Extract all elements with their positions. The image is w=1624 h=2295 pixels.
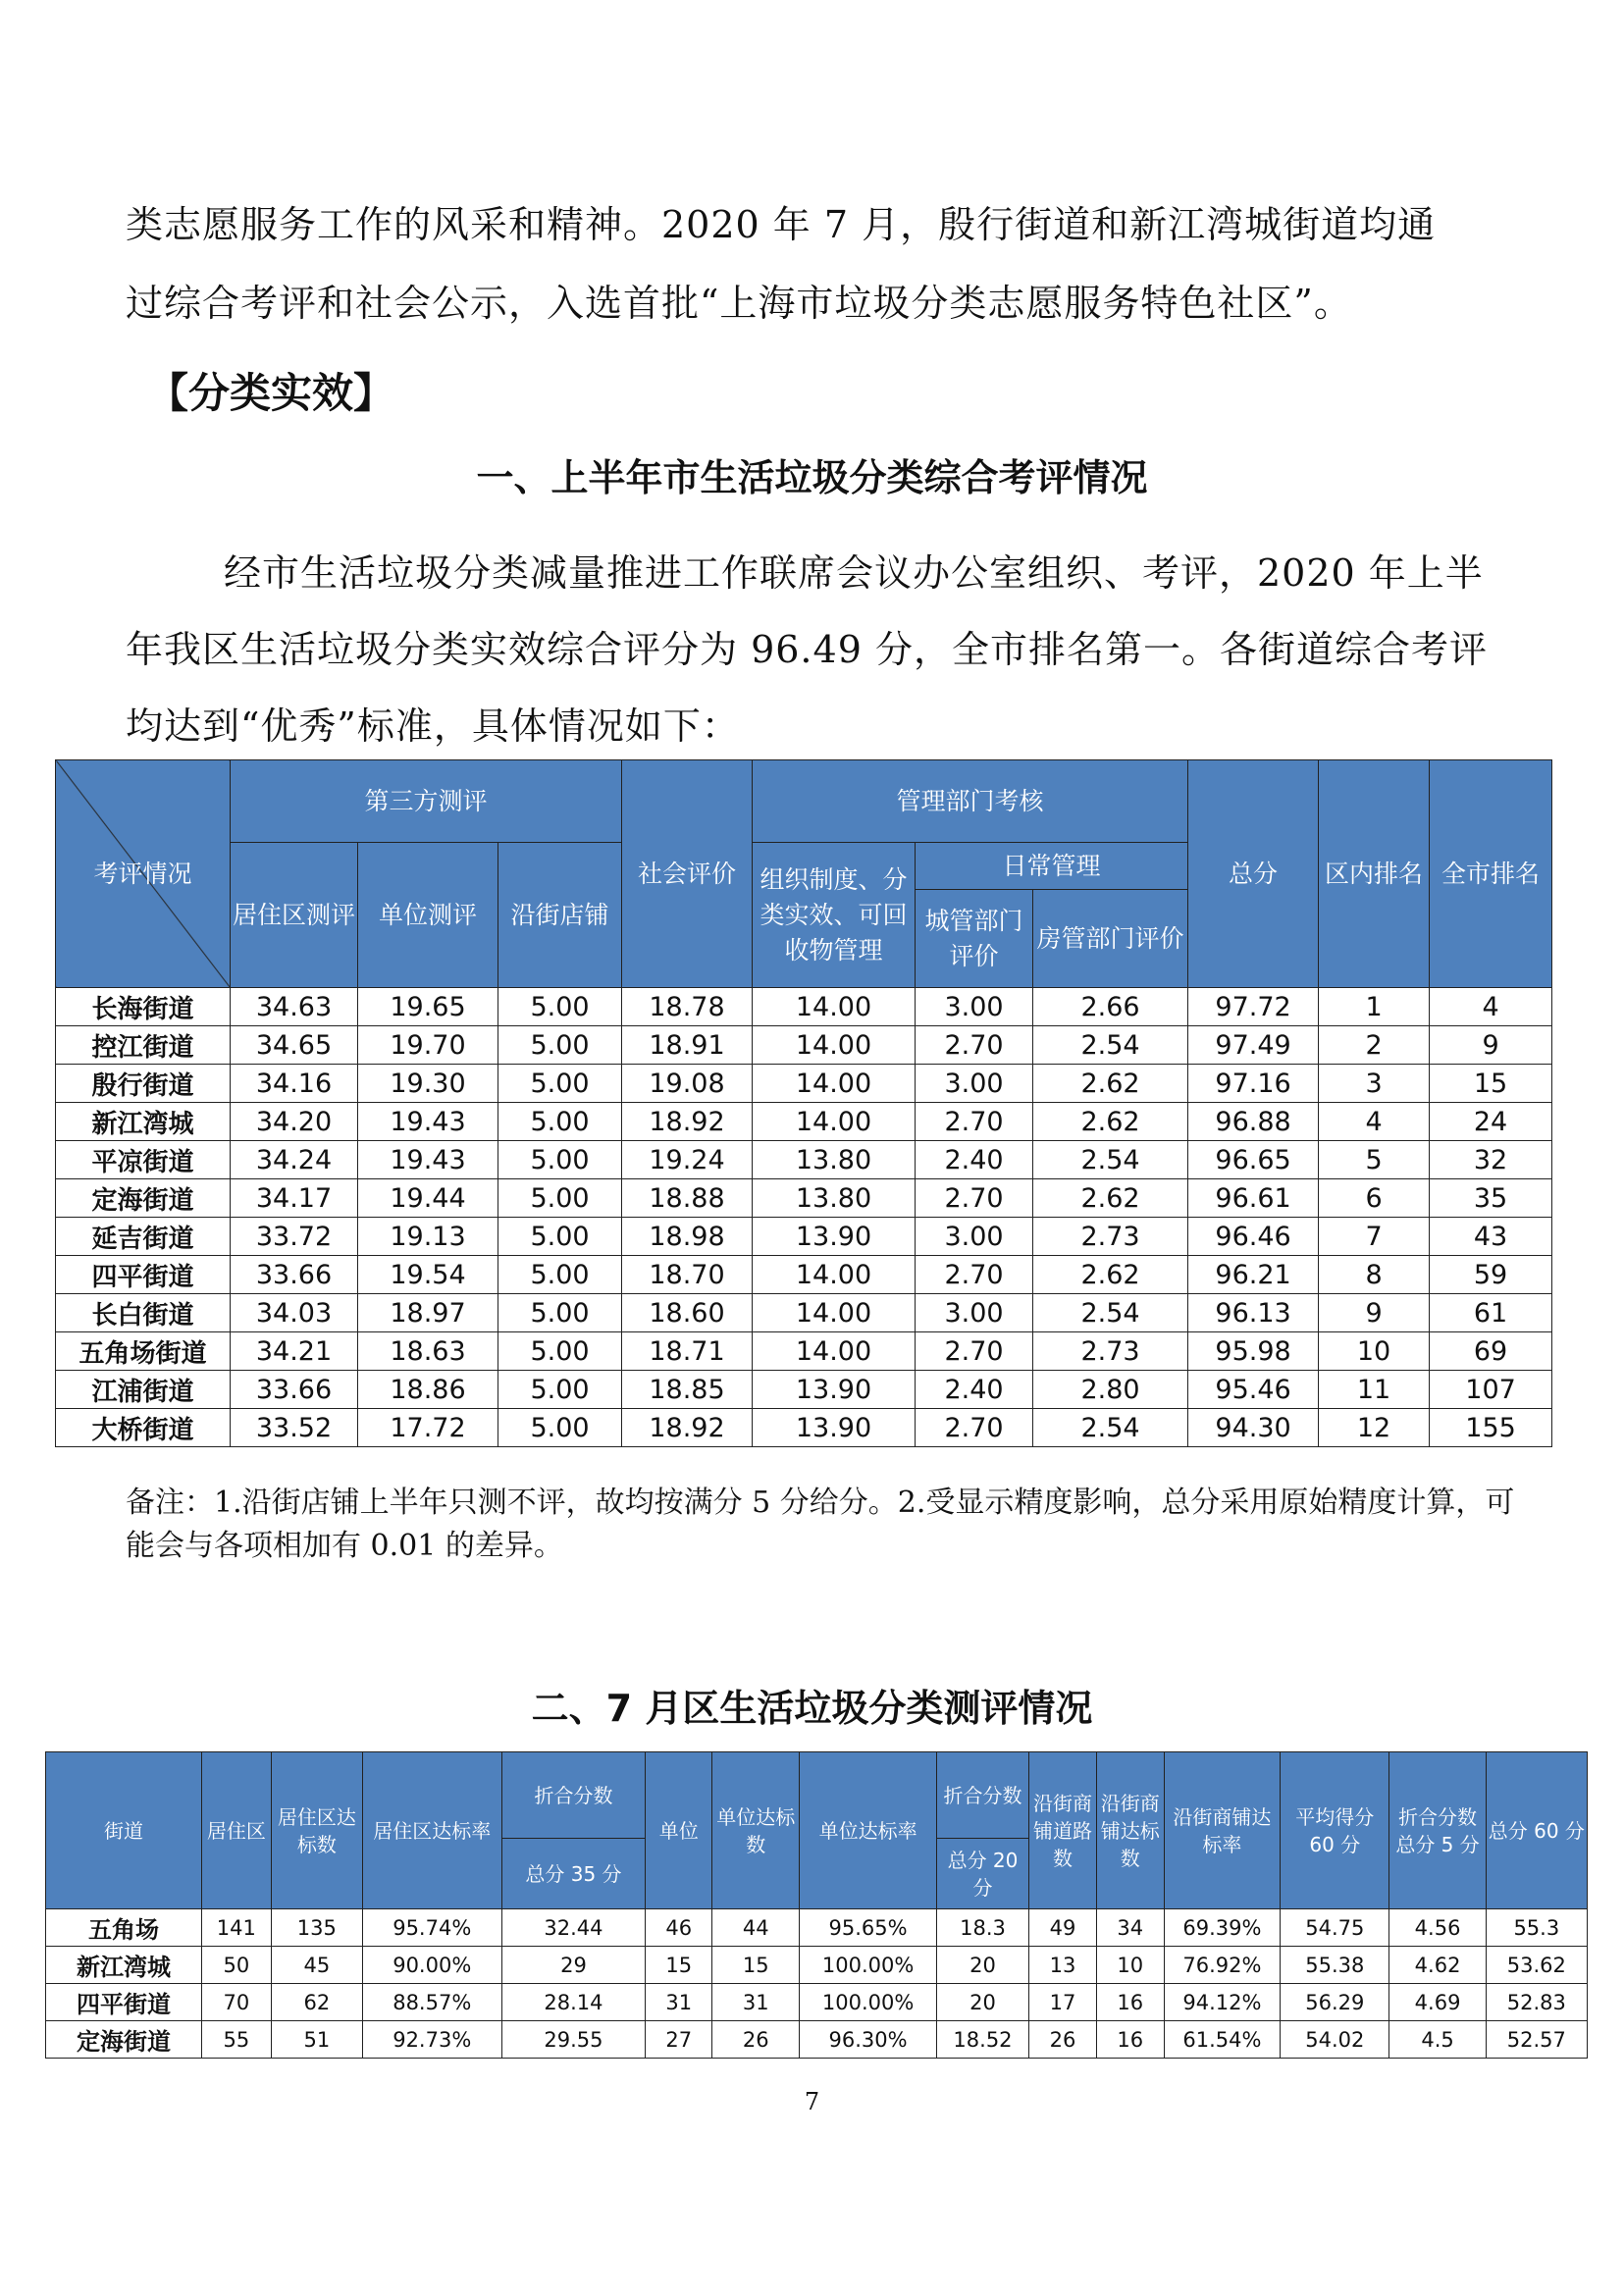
table-cell: 32.44 <box>501 1909 646 1947</box>
table-cell: 96.65 <box>1188 1141 1319 1179</box>
row-label: 控江街道 <box>56 1026 231 1065</box>
table-cell: 61 <box>1430 1294 1552 1332</box>
table-row <box>46 2021 1588 2059</box>
table-cell: 2.54 <box>1033 1409 1188 1447</box>
table-row <box>56 1179 1552 1218</box>
table-cell: 2.70 <box>916 1179 1033 1218</box>
table-cell: 4.56 <box>1389 1909 1486 1947</box>
table-row <box>46 1947 1588 1984</box>
table-cell: 4.5 <box>1389 2021 1486 2059</box>
table-cell: 61.54% <box>1164 2021 1280 2059</box>
table-cell: 14.00 <box>753 1294 916 1332</box>
table-cell: 2.70 <box>916 1332 1033 1371</box>
table-cell: 33.66 <box>231 1256 358 1294</box>
table-cell: 15 <box>712 1947 800 1984</box>
table-cell: 11 <box>1319 1371 1430 1409</box>
table-cell: 70 <box>201 1984 271 2021</box>
table-row <box>56 988 1552 1026</box>
table-cell: 13.90 <box>753 1371 916 1409</box>
paragraph-1: 经市生活垃圾分类减量推进工作联席会议办公室组织、考评，2020 年上半年我区生活垃圾分类实效综合评分为 96.49 分，全市排名第一。各街道综合考评均达到“优秀”标准，具体情况如下： <box>126 551 1488 748</box>
table-cell: 19.30 <box>358 1065 498 1103</box>
table-cell: 33.66 <box>231 1371 358 1409</box>
table-cell: 24 <box>1430 1103 1552 1141</box>
table-cell: 34.17 <box>231 1179 358 1218</box>
table-cell: 51 <box>271 2021 362 2059</box>
t2-header-conv-b-sub: 总分 20 分 <box>936 1839 1028 1909</box>
t2-header-conv-c: 折合分数总分 5 分 <box>1389 1752 1486 1909</box>
table-cell: 45 <box>271 1947 362 1984</box>
table-cell: 27 <box>646 2021 712 2059</box>
table-cell: 18.78 <box>622 988 753 1026</box>
t2-header-res: 居住区 <box>201 1752 271 1909</box>
table-cell: 95.98 <box>1188 1332 1319 1371</box>
table-cell: 96.46 <box>1188 1218 1319 1256</box>
table-cell: 19.54 <box>358 1256 498 1294</box>
row-label: 四平街道 <box>46 1984 202 2021</box>
table-cell: 95.46 <box>1188 1371 1319 1409</box>
table-cell: 13.80 <box>753 1179 916 1218</box>
t2-header-shop-ok: 沿街商铺达标数 <box>1096 1752 1164 1909</box>
table-cell: 49 <box>1029 1909 1097 1947</box>
page-number: 7 <box>804 2088 820 2115</box>
table-cell: 14.00 <box>753 1103 916 1141</box>
table-cell: 69.39% <box>1164 1909 1280 1947</box>
row-label: 五角场 <box>46 1909 202 1947</box>
table-cell: 56.29 <box>1281 1984 1389 2021</box>
table-cell: 5.00 <box>498 1409 622 1447</box>
table-cell: 19.70 <box>358 1026 498 1065</box>
table-cell: 95.65% <box>800 1909 937 1947</box>
table-cell: 34.16 <box>231 1065 358 1103</box>
table-cell: 2.70 <box>916 1409 1033 1447</box>
header-housing: 房管部门评价 <box>1033 890 1188 988</box>
table-cell: 2.40 <box>916 1141 1033 1179</box>
corner-header <box>56 760 231 988</box>
table-cell: 18.88 <box>622 1179 753 1218</box>
table-cell: 3 <box>1319 1065 1430 1103</box>
row-label: 五角场街道 <box>56 1332 231 1371</box>
table-cell: 94.30 <box>1188 1409 1319 1447</box>
table-cell: 14.00 <box>753 1065 916 1103</box>
table-cell: 3.00 <box>916 1218 1033 1256</box>
table-cell: 14.00 <box>753 988 916 1026</box>
table-cell: 28.14 <box>501 1984 646 2021</box>
table-cell: 5.00 <box>498 1065 622 1103</box>
t2-header-shop-roads: 沿街商铺道路数 <box>1029 1752 1097 1909</box>
table-cell: 33.72 <box>231 1218 358 1256</box>
row-label: 定海街道 <box>46 2021 202 2059</box>
row-label: 江浦街道 <box>56 1371 231 1409</box>
table-cell: 55.38 <box>1281 1947 1389 1984</box>
table-cell: 96.13 <box>1188 1294 1319 1332</box>
table-cell: 2.73 <box>1033 1332 1188 1371</box>
table-cell: 6 <box>1319 1179 1430 1218</box>
table-cell: 100.00% <box>800 1947 937 1984</box>
table-cell: 18.70 <box>622 1256 753 1294</box>
table-row <box>56 1103 1552 1141</box>
table-cell: 69 <box>1430 1332 1552 1371</box>
table-cell: 2.73 <box>1033 1218 1188 1256</box>
table-cell: 2.54 <box>1033 1294 1188 1332</box>
table-cell: 5.00 <box>498 1294 622 1332</box>
table-cell: 19.24 <box>622 1141 753 1179</box>
table-cell: 19.44 <box>358 1179 498 1218</box>
row-label: 大桥街道 <box>56 1409 231 1447</box>
table-cell: 18.85 <box>622 1371 753 1409</box>
table-cell: 3.00 <box>916 1294 1033 1332</box>
table-cell: 18.52 <box>936 2021 1028 2059</box>
table-cell: 18.98 <box>622 1218 753 1256</box>
table-cell: 13 <box>1029 1947 1097 1984</box>
row-label: 长海街道 <box>56 988 231 1026</box>
t2-header-unit-ok: 单位达标数 <box>712 1752 800 1909</box>
table-cell: 94.12% <box>1164 1984 1280 2021</box>
table-cell: 2.62 <box>1033 1065 1188 1103</box>
table-cell: 29.55 <box>501 2021 646 2059</box>
table-cell: 20 <box>936 1947 1028 1984</box>
table-cell: 2.70 <box>916 1103 1033 1141</box>
table-cell: 4.69 <box>1389 1984 1486 2021</box>
table-cell: 2.40 <box>916 1371 1033 1409</box>
header-social: 社会评价 <box>622 760 753 988</box>
table-cell: 18.3 <box>936 1909 1028 1947</box>
header-street-shops: 沿街店铺 <box>498 843 622 988</box>
table-cell: 14.00 <box>753 1026 916 1065</box>
header-mgmt: 管理部门考核 <box>753 760 1188 843</box>
intro-line-1: 类志愿服务工作的风采和精神。2020 年 7 月，殷行街道和新江湾城街道均通 <box>126 203 1437 246</box>
table-cell: 5.00 <box>498 1141 622 1179</box>
table-cell: 88.57% <box>362 1984 501 2021</box>
table-cell: 5.00 <box>498 1179 622 1218</box>
table-cell: 9 <box>1319 1294 1430 1332</box>
row-label: 新江湾城 <box>56 1103 231 1141</box>
table-cell: 55.3 <box>1486 1909 1587 1947</box>
table-cell: 5.00 <box>498 1026 622 1065</box>
table-cell: 18.71 <box>622 1332 753 1371</box>
table-cell: 18.86 <box>358 1371 498 1409</box>
header-residential: 居住区测评 <box>231 843 358 988</box>
row-label: 新江湾城 <box>46 1947 202 1984</box>
table-cell: 1 <box>1319 988 1430 1026</box>
table-cell: 52.83 <box>1486 1984 1587 2021</box>
header-total: 总分 <box>1188 760 1319 988</box>
corner-label: 考评情况 <box>93 859 192 888</box>
table-cell: 5.00 <box>498 1218 622 1256</box>
table-cell: 100.00% <box>800 1984 937 2021</box>
t2-header-conv-b: 折合分数 <box>936 1752 1028 1839</box>
t2-header-total: 总分 60 分 <box>1486 1752 1587 1909</box>
table-cell: 59 <box>1430 1256 1552 1294</box>
table-cell: 96.88 <box>1188 1103 1319 1141</box>
table-cell: 18.97 <box>358 1294 498 1332</box>
table-cell: 31 <box>646 1984 712 2021</box>
table-cell: 76.92% <box>1164 1947 1280 1984</box>
table-cell: 2.62 <box>1033 1179 1188 1218</box>
table-cell: 5.00 <box>498 1103 622 1141</box>
table-cell: 7 <box>1319 1218 1430 1256</box>
table-cell: 17.72 <box>358 1409 498 1447</box>
t2-header-avg: 平均得分 60 分 <box>1281 1752 1389 1909</box>
table-row <box>56 1409 1552 1447</box>
table-cell: 32 <box>1430 1141 1552 1179</box>
table-cell: 34.21 <box>231 1332 358 1371</box>
table-cell: 53.62 <box>1486 1947 1587 1984</box>
table-cell: 4.62 <box>1389 1947 1486 1984</box>
table-cell: 5.00 <box>498 988 622 1026</box>
table-cell: 20 <box>936 1984 1028 2021</box>
table-row <box>56 1218 1552 1256</box>
table-cell: 52.57 <box>1486 2021 1587 2059</box>
t2-header-unit-rate: 单位达标率 <box>800 1752 937 1909</box>
t2-header-shop-rate: 沿街商铺达标率 <box>1164 1752 1280 1909</box>
table-cell: 16 <box>1096 1984 1164 2021</box>
table-cell: 26 <box>1029 2021 1097 2059</box>
table-cell: 3.00 <box>916 1065 1033 1103</box>
table-row <box>56 1332 1552 1371</box>
t2-header-conv-a-sub: 总分 35 分 <box>501 1839 646 1909</box>
row-label: 延吉街道 <box>56 1218 231 1256</box>
table-cell: 26 <box>712 2021 800 2059</box>
table-row <box>56 1294 1552 1332</box>
table-cell: 14.00 <box>753 1256 916 1294</box>
t2-header-unit: 单位 <box>646 1752 712 1909</box>
table-cell: 19.43 <box>358 1103 498 1141</box>
table-cell: 95.74% <box>362 1909 501 1947</box>
table-cell: 8 <box>1319 1256 1430 1294</box>
table-cell: 15 <box>1430 1065 1552 1103</box>
table-cell: 33.52 <box>231 1409 358 1447</box>
t2-header-street: 街道 <box>46 1752 202 1909</box>
table-cell: 90.00% <box>362 1947 501 1984</box>
table-cell: 2.62 <box>1033 1103 1188 1141</box>
header-third-party: 第三方测评 <box>231 760 622 843</box>
table-cell: 107 <box>1430 1371 1552 1409</box>
row-label: 殷行街道 <box>56 1065 231 1103</box>
row-label: 长白街道 <box>56 1294 231 1332</box>
table-cell: 10 <box>1319 1332 1430 1371</box>
header-daily: 日常管理 <box>916 843 1188 890</box>
t2-header-res-ok: 居住区达标数 <box>271 1752 362 1909</box>
table-cell: 62 <box>271 1984 362 2021</box>
table-cell: 54.02 <box>1281 2021 1389 2059</box>
table-cell: 97.49 <box>1188 1026 1319 1065</box>
header-city-rank: 全市排名 <box>1430 760 1552 988</box>
row-label: 四平街道 <box>56 1256 231 1294</box>
table-cell: 18.63 <box>358 1332 498 1371</box>
table-cell: 97.72 <box>1188 988 1319 1026</box>
table-row <box>56 1026 1552 1065</box>
table-cell: 5.00 <box>498 1332 622 1371</box>
table-cell: 19.13 <box>358 1218 498 1256</box>
row-label: 定海街道 <box>56 1179 231 1218</box>
table-cell: 19.43 <box>358 1141 498 1179</box>
table-cell: 34.24 <box>231 1141 358 1179</box>
table-cell: 19.08 <box>622 1065 753 1103</box>
table-cell: 97.16 <box>1188 1065 1319 1103</box>
header-city-mgmt: 城管部门评价 <box>916 890 1033 988</box>
table-district-assessment <box>55 759 1552 1447</box>
table-cell: 55 <box>201 2021 271 2059</box>
table-row <box>56 1256 1552 1294</box>
table-cell: 29 <box>501 1947 646 1984</box>
table-cell: 18.91 <box>622 1026 753 1065</box>
table-cell: 50 <box>201 1947 271 1984</box>
table-cell: 34.20 <box>231 1103 358 1141</box>
table-cell: 12 <box>1319 1409 1430 1447</box>
table-cell: 3.00 <box>916 988 1033 1026</box>
heading-2: 二、7 月区生活垃圾分类测评情况 <box>531 1687 1093 1730</box>
table-cell: 34.03 <box>231 1294 358 1332</box>
table-cell: 16 <box>1096 2021 1164 2059</box>
table-cell: 96.30% <box>800 2021 937 2059</box>
table-cell: 18.92 <box>622 1103 753 1141</box>
table-cell: 19.65 <box>358 988 498 1026</box>
table-note: 备注：1.沿街店铺上半年只测不评，故均按满分 5 分给分。2.受显示精度影响，总分采用原始精度计算，可能会与各项相加有 0.01 的差异。 <box>126 1486 1515 1563</box>
table-cell: 17 <box>1029 1984 1097 2021</box>
table-row <box>56 1065 1552 1103</box>
header-org: 组织制度、分类实效、可回收物管理 <box>753 843 916 988</box>
table-july-assessment <box>45 1751 1588 2059</box>
table-cell: 34.63 <box>231 988 358 1026</box>
header-unit: 单位测评 <box>358 843 498 988</box>
table-cell: 92.73% <box>362 2021 501 2059</box>
table-cell: 2.66 <box>1033 988 1188 1026</box>
table-cell: 14.00 <box>753 1332 916 1371</box>
table-cell: 96.21 <box>1188 1256 1319 1294</box>
table-cell: 43 <box>1430 1218 1552 1256</box>
table-cell: 31 <box>712 1984 800 2021</box>
table-cell: 2.62 <box>1033 1256 1188 1294</box>
table-cell: 34 <box>1096 1909 1164 1947</box>
table-cell: 155 <box>1430 1409 1552 1447</box>
t2-header-res-rate: 居住区达标率 <box>362 1752 501 1909</box>
table-row <box>46 1984 1588 2021</box>
table-cell: 54.75 <box>1281 1909 1389 1947</box>
table-cell: 141 <box>201 1909 271 1947</box>
table-cell: 2.70 <box>916 1256 1033 1294</box>
heading-1: 一、上半年市生活垃圾分类综合考评情况 <box>476 456 1148 499</box>
table-cell: 2 <box>1319 1026 1430 1065</box>
table-cell: 4 <box>1319 1103 1430 1141</box>
row-label: 平凉街道 <box>56 1141 231 1179</box>
table-cell: 10 <box>1096 1947 1164 1984</box>
table-cell: 5.00 <box>498 1256 622 1294</box>
t2-header-conv-a: 折合分数 <box>501 1752 646 1839</box>
header-district-rank: 区内排名 <box>1319 760 1430 988</box>
table-cell: 2.54 <box>1033 1141 1188 1179</box>
intro-line-2: 过综合考评和社会公示，入选首批“上海市垃圾分类志愿服务特色社区”。 <box>126 282 1352 325</box>
table-cell: 2.54 <box>1033 1026 1188 1065</box>
table-cell: 5.00 <box>498 1371 622 1409</box>
table-cell: 13.90 <box>753 1409 916 1447</box>
table-cell: 96.61 <box>1188 1179 1319 1218</box>
table-cell: 2.70 <box>916 1026 1033 1065</box>
table-cell: 15 <box>646 1947 712 1984</box>
table-row <box>46 1909 1588 1947</box>
table-row <box>56 1141 1552 1179</box>
section-tag: 【分类实效】 <box>147 369 395 417</box>
table-row <box>56 1371 1552 1409</box>
table-cell: 44 <box>712 1909 800 1947</box>
table-cell: 135 <box>271 1909 362 1947</box>
table-cell: 5 <box>1319 1141 1430 1179</box>
table-cell: 18.92 <box>622 1409 753 1447</box>
table-cell: 13.80 <box>753 1141 916 1179</box>
table-cell: 13.90 <box>753 1218 916 1256</box>
table-cell: 46 <box>646 1909 712 1947</box>
table-cell: 18.60 <box>622 1294 753 1332</box>
table-cell: 4 <box>1430 988 1552 1026</box>
table-cell: 34.65 <box>231 1026 358 1065</box>
table-cell: 9 <box>1430 1026 1552 1065</box>
table-cell: 35 <box>1430 1179 1552 1218</box>
table-cell: 2.80 <box>1033 1371 1188 1409</box>
